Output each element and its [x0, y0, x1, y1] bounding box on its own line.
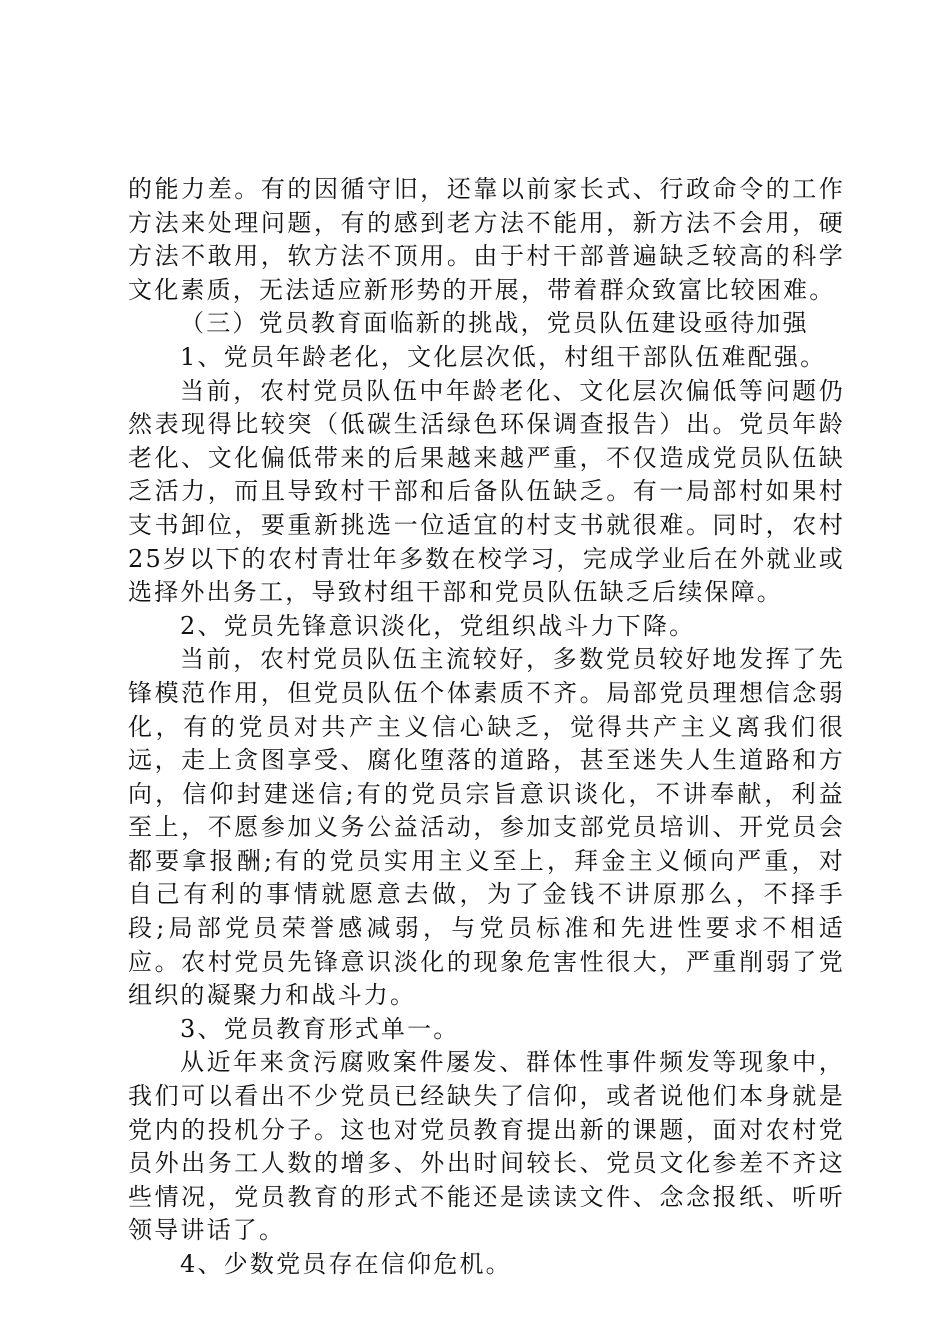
section-heading-3: （三）党员教育面临新的挑战，党员队伍建设亟待加强 — [180, 309, 809, 338]
paragraph-1: 当前，农村党员队伍中年龄老化、文化层次偏低等问题仍然表现得比较突（低碳生活绿色环保调查报告）出。党员年龄老化、文化偏低带来的后果越来越严重，不仅造成党员队伍缺乏活力，而且导致村干部和后备队伍缺乏。有一局部村如果村支书卸位，要重新挑选一位适宜的村支书就很难。同时，农村25岁以下的农村青壮年多数在校学习，完成学业后在外就业或选择外出务工，导致村组干部和党员队伍缺乏后续保障。 — [128, 376, 845, 607]
subheading-1: 1、党员年龄老化，文化层次低，村组干部队伍难配强。 — [180, 342, 827, 371]
document-body — [128, 173, 845, 1282]
paragraph-3: 从近年来贪污腐败案件屡发、群体性事件频发等现象中，我们可以看出不少党员已经缺失了信仰，或者说他们本身就是党内的投机分子。这也对党员教育提出新的课题，面对农村党员外出务工人数的增多、外出时间较长、党员文化参差不齐这些情况，党员教育的形式不能还是读读文件、念念报纸、听听领导讲话了。 — [128, 1048, 845, 1245]
subheading-4: 4、少数党员存在信仰危机。 — [180, 1250, 512, 1278]
paragraph-2: 当前，农村党员队伍主流较好，多数党员较好地发挥了先锋模范作用，但党员队伍个体素质不齐。局部党员理想信念弱化，有的党员对共产主义信心缺乏，觉得共产主义离我们很远，走上贪图享受、腐化堕落的道路，甚至迷失人生道路和方向，信仰封建迷信;有的党员宗旨意识谈化，不讲奉献，利益至上，不愿参加义务公益活动，参加支部党员培训、开党员会都要拿报酬;有的党员实用主义至上，拜金主义倾向严重，对自己有利的事情就愿意去做，为了金钱不讲原那么，不择手段;局部党员荣誉感减弱，与党员标准和先进性要求不相适应。农村党员先锋意识淡化的现象危害性很大，严重削弱了党组织的凝聚力和战斗力。 — [128, 645, 845, 1010]
subheading-2: 2、党员先锋意识淡化，党组织战斗力下降。 — [180, 611, 696, 640]
paragraph-continuation: 的能力差。有的因循守旧，还靠以前家长式、行政命令的工作方法来处理问题，有的感到老方法不能用，新方法不会用，硬方法不敢用，软方法不顶用。由于村干部普遍缺乏较高的科学文化素质，无法适应新形势的开展，带着群众致富比较困难。 — [128, 175, 845, 304]
subheading-3: 3、党员教育形式单一。 — [180, 1014, 460, 1043]
